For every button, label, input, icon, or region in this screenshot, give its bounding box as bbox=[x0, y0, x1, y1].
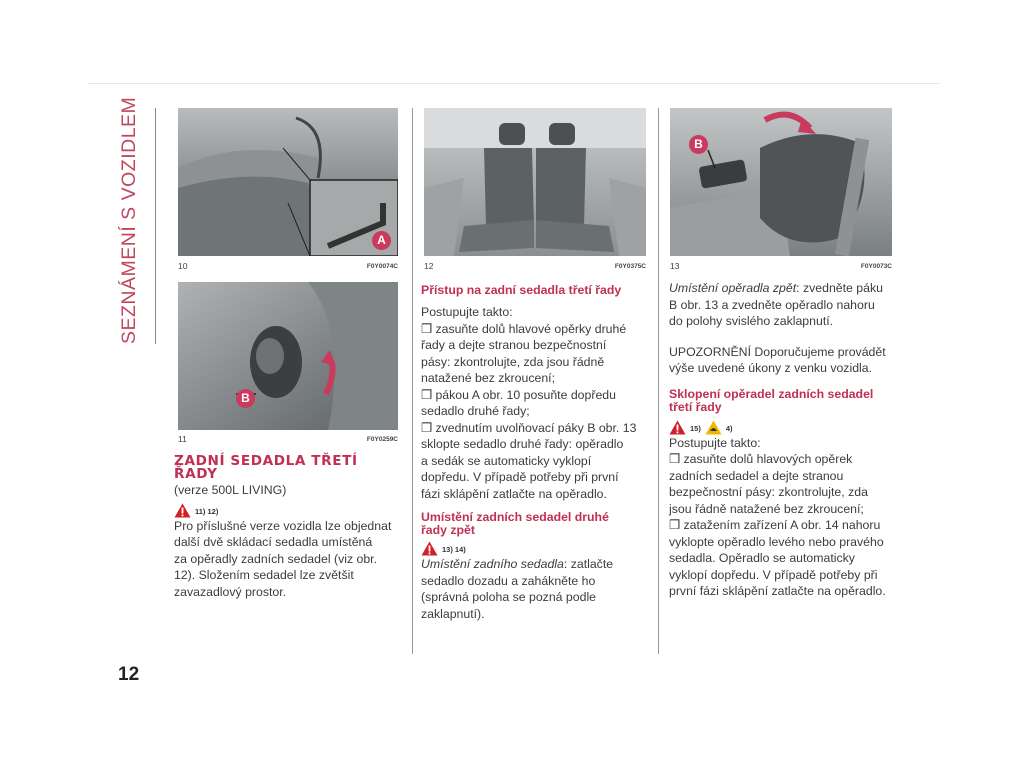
intro-paragraph bbox=[174, 518, 404, 601]
caution-triangle-icon bbox=[705, 420, 722, 435]
bullet-line bbox=[421, 387, 653, 404]
bullet-line bbox=[669, 517, 919, 534]
subsection-heading bbox=[421, 511, 653, 537]
heading-line: Umístění zadních sedadel druhé bbox=[421, 510, 609, 524]
intro-line: Postupujte takto: bbox=[421, 305, 513, 319]
text-line: B obr. 13 a zvedněte opěradlo nahoru bbox=[669, 297, 875, 312]
text-line: dopředu. V případě potřeby při první bbox=[421, 470, 619, 484]
text-line: zasuňte dolů hlavových opěrek bbox=[683, 452, 853, 466]
backrest-paragraph bbox=[669, 280, 919, 330]
section-heading-line: ZADNÍ SEDADLA TŘETÍ bbox=[174, 453, 358, 469]
text-fragment: : zatlačte bbox=[563, 557, 614, 571]
page-number: 12 bbox=[118, 664, 140, 685]
figure-10-caption bbox=[178, 261, 398, 271]
figure-code: F0Y0375C bbox=[614, 263, 646, 270]
figure-number: 10 bbox=[178, 261, 188, 271]
intro-line: Postupujte takto: bbox=[669, 435, 761, 450]
warning-ref-numbers: 15) bbox=[690, 423, 701, 433]
italic-term: Umístění opěradla zpět bbox=[669, 281, 797, 295]
section-heading-line: ŘADY bbox=[174, 466, 218, 482]
text-line: UPOZORNĚNÍ Doporučujeme provádět bbox=[669, 344, 886, 359]
text-line: sedadlo dozadu a zahákněte ho bbox=[421, 573, 596, 588]
text-line: zavazadlový prostor. bbox=[174, 584, 287, 599]
text-line: bezpečnostní pásy: zkontrolujte, zda bbox=[669, 485, 868, 499]
text-line: zaklapnutí). bbox=[421, 606, 485, 621]
text-line: řady a dejte stranou bezpečnostní bbox=[421, 338, 607, 352]
heading-line: třetí řady bbox=[669, 399, 722, 414]
text-line: první fázi sklápění zatlačte na opěradlo. bbox=[669, 584, 886, 598]
figure-code: F0Y0259C bbox=[366, 436, 398, 443]
warning-ref-numbers: 13) 14) bbox=[442, 545, 466, 554]
warning-triangle-icon bbox=[421, 541, 438, 556]
section-heading bbox=[174, 455, 404, 481]
text-line: výše uvedené úkony z venku vozidla. bbox=[669, 361, 873, 375]
text-line: pásy: zkontrolujte, zda jsou řádně bbox=[421, 354, 605, 369]
column-3-text bbox=[669, 280, 919, 600]
text-line: do polohy svislého zaklapnutí. bbox=[669, 314, 834, 328]
bullet-icon: ❒ bbox=[421, 420, 433, 435]
instructions bbox=[421, 304, 653, 502]
text-line: fázi sklápění zatlačte na opěradlo. bbox=[421, 486, 607, 501]
text-line: vyklopí dopředu. V případě potřeby při bbox=[669, 567, 878, 582]
bullet-icon: ❒ bbox=[669, 518, 681, 532]
text-line: 12). Složením sedadel lze zvětšit bbox=[174, 568, 354, 582]
column-divider bbox=[658, 108, 659, 654]
callout-a-badge: A bbox=[372, 231, 391, 250]
figure-number: 11 bbox=[178, 434, 187, 444]
bullet-line bbox=[421, 321, 653, 338]
bullet-icon: ❒ bbox=[421, 387, 433, 402]
text-line: sedadla. Opěradlo se automaticky bbox=[669, 551, 855, 565]
text-line: za opěradly zadních sedadel (viz obr. bbox=[174, 551, 378, 566]
text-line: zasuňte dolů hlavové opěrky druhé bbox=[435, 321, 627, 336]
caution-ref-numbers: 4) bbox=[725, 423, 733, 433]
version-subtitle: (verze 500L LIVING) bbox=[174, 483, 287, 497]
text-line: zvednutím uvolňovací páky B obr. 13 bbox=[435, 420, 637, 435]
figure-11-image bbox=[178, 282, 398, 430]
figure-13-caption bbox=[670, 261, 892, 271]
subsection-heading: Přístup na zadní sedadla třetí řady bbox=[421, 283, 622, 297]
text-line: další dvě skládací sedadla umístěná bbox=[174, 535, 373, 549]
column-divider bbox=[412, 108, 413, 654]
warning-references bbox=[421, 540, 653, 556]
text-line: (správná poloha se pozná podle bbox=[421, 590, 597, 604]
text-line: zadních sedadel a dejte stranou bbox=[669, 468, 844, 483]
warning-triangle-icon bbox=[174, 503, 191, 518]
figure-12-image bbox=[424, 108, 646, 256]
figure-code: F0Y0074C bbox=[366, 263, 398, 270]
text-line: vyklopte opěradlo levého nebo pravého bbox=[669, 534, 884, 549]
instructions bbox=[669, 435, 919, 600]
text-line bbox=[669, 280, 919, 297]
text-fragment: : zvedněte páku bbox=[796, 281, 883, 295]
text-line bbox=[421, 556, 653, 573]
figure-11-caption bbox=[178, 434, 398, 444]
bullet-line bbox=[669, 451, 919, 468]
text-line: a sedák se automaticky vyklopí bbox=[421, 453, 592, 468]
warning-references bbox=[174, 502, 404, 518]
figure-number: 12 bbox=[424, 261, 434, 271]
text-line: pákou A obr. 10 posuňte dopředu bbox=[435, 387, 616, 402]
repositioning-paragraph bbox=[421, 556, 653, 622]
bullet-line bbox=[421, 420, 653, 437]
section-title-rule bbox=[155, 108, 156, 344]
italic-term: Umístění zadního sedadla bbox=[421, 557, 564, 571]
warning-triangle-icon bbox=[669, 420, 686, 435]
warning-references bbox=[669, 419, 919, 435]
figure-code: F0Y0073C bbox=[860, 263, 892, 270]
heading-line: Sklopení opěradel zadních sedadel bbox=[669, 386, 874, 401]
top-divider bbox=[88, 83, 940, 84]
figure-13-image bbox=[670, 108, 892, 256]
heading-line: řady zpět bbox=[421, 523, 475, 537]
subsection-heading bbox=[669, 388, 919, 414]
warning-ref-numbers: 11) 12) bbox=[195, 506, 219, 516]
column-1-text bbox=[174, 455, 404, 600]
text-line: jsou řádně natažené bez zkroucení; bbox=[669, 501, 864, 516]
figure-number: 13 bbox=[670, 261, 680, 271]
figure-10-image bbox=[178, 108, 398, 256]
figure-12-caption bbox=[424, 261, 646, 271]
section-title: SEZNÁMENÍ S VOZIDLEM bbox=[118, 96, 140, 344]
column-2-text bbox=[421, 284, 653, 622]
text-line: zatažením zařízení A obr. 14 nahoru bbox=[683, 518, 881, 532]
callout-b-badge: B bbox=[236, 389, 255, 408]
text-line: sklopte sedadlo druhé řady: opěradlo bbox=[421, 437, 624, 451]
text-line: natažené bez zkroucení; bbox=[421, 371, 555, 385]
bullet-icon: ❒ bbox=[669, 452, 681, 466]
callout-b-badge: B bbox=[689, 135, 708, 154]
text-line: Pro příslušné verze vozidla lze objednat bbox=[174, 518, 392, 533]
text-line: sedadlo druhé řady; bbox=[421, 404, 530, 418]
note-paragraph bbox=[669, 344, 919, 377]
bullet-icon: ❒ bbox=[421, 321, 433, 336]
